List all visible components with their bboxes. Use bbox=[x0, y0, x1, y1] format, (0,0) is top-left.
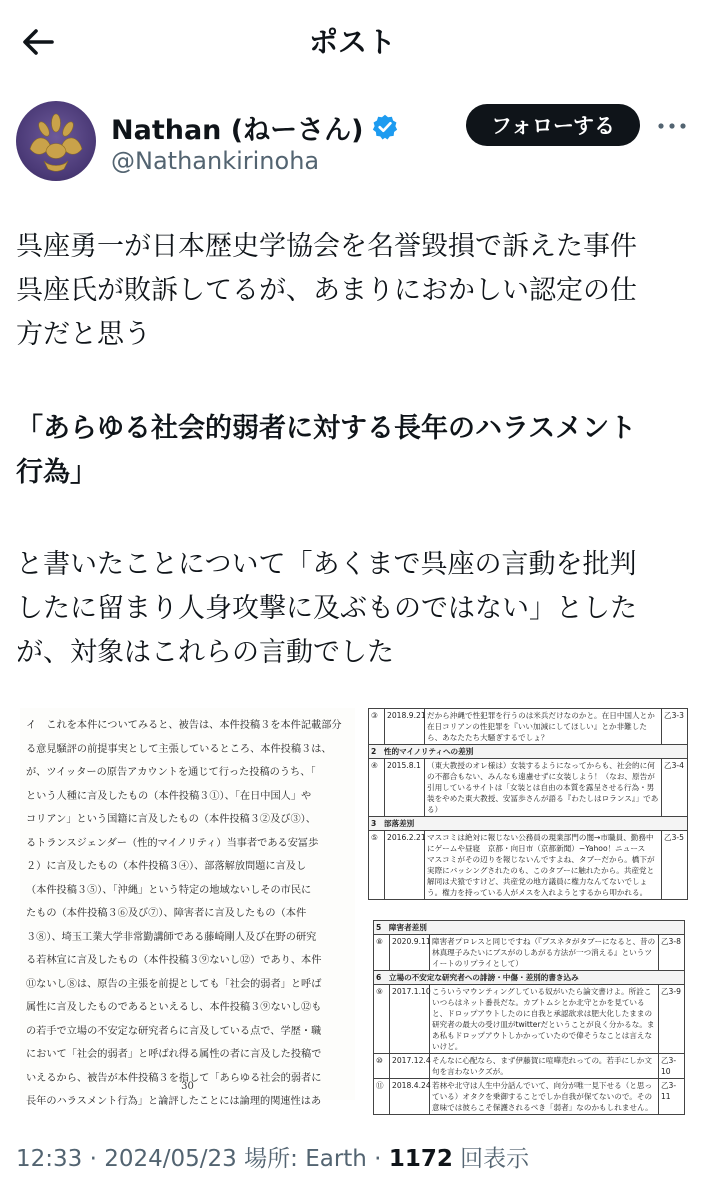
table-cell-text: こういうマウンティングしている奴がいたら論文書けよ。所詮こいつらはネット番長だな。カブトムシとか北守とかを見ていると、ドロップアウトしたのに自我と承認欲求は肥大化したままの研究者の最大の受け皿がtwitterだということが良く分かるな。まあ私もドロップアウトしかかっていたので偉そうなことは言えないけど。 bbox=[430, 985, 659, 1054]
table-cell-ref: 乙3-9 bbox=[658, 985, 684, 1054]
table-cell-ref: 乙3-5 bbox=[662, 831, 688, 900]
post-metadata bbox=[16, 1140, 529, 1173]
attached-image-table-top[interactable] bbox=[368, 708, 688, 906]
table-cell-no: ④ bbox=[369, 759, 385, 817]
table-row bbox=[374, 935, 685, 971]
table-cell-no: ⑩ bbox=[374, 1054, 390, 1079]
tweet-paragraph-1: 呉座勇一が日本歴史学協会を名誉毀損で訴えた事件 呉座氏が敗訴してるが、あまりにおかしい認定の仕 方だと思う bbox=[16, 231, 637, 350]
table-section-title: 6 立場の不安定な研究者への誹謗・中傷・差別的書き込み bbox=[374, 971, 685, 985]
table-cell-date: 2017.1.10 bbox=[390, 985, 430, 1054]
page-title: ポスト bbox=[308, 25, 396, 59]
table-cell-text: マスコミは絶対に報じない公務員の現業部門の闇→市職員、勤務中にゲームや昼寝 京都・向日市（京都新聞）−Yahoo！ニュース マスコミがその辺りを報じないんですよね、タブーだから。橋下が実際にバッシングされたのも、このタブーに触れたから。共産党と解同は犬猿ですけど、共産党の地方議員に権力なんてないでしょう。権力を持っている人がメスを入れようとするから叩かれる。 bbox=[425, 831, 662, 900]
table-section-row bbox=[369, 817, 688, 831]
table-cell-no: ⑪ bbox=[374, 1079, 390, 1115]
court-document-page-number: 30 bbox=[181, 1081, 194, 1092]
attached-image-court-document[interactable] bbox=[20, 708, 355, 1107]
evidence-table-top bbox=[368, 708, 688, 900]
table-cell-ref: 乙3-10 bbox=[658, 1054, 684, 1079]
table-section-title: 5 障害者差別 bbox=[374, 921, 685, 935]
post-date[interactable]: 2024/05/23 bbox=[104, 1146, 237, 1172]
evidence-table-bottom bbox=[373, 920, 685, 1115]
court-document-text: イ これを本件についてみると、被告は、本件投稿３を本件記載部分 る意見騒評の前提事実として主張しているところ、本件投稿３は、 が、ツイッターの原告アカウントを通じて行った投稿のうち、「 という人種に言及したもの（本件投稿３①）、「在日中国人」や コリアン」という国籍に言及したもの（本件投稿３②及び③）、 るトランスジェンダー（性的マイノリティ）当事者である安冨歩 ２）に言及したもの（本件投稿３④）、部落解放問題に言及し （本件投稿３⑤）、「沖縄」という特定の地域ないしその市民に たもの（本件投稿３⑥及び⑦）、障害者に言及したもの（本件 ３⑧）、埼玉工業大学非常勤講師である藤崎剛人及び在野の研究 る若林宣に言及したもの（本件投稿３⑨ないし⑫）であり、本件 ⑪ないし⑧は、原告の主張を前提としても「社会的弱者」と呼ば 属性に言及したものであるといえるし、本件投稿３⑨ないし⑫も の若手で立場の不安定な研究者らに言及している点で、学歴・職 において「社会的弱者」と呼ばれ得る属性の者に言及した投稿で いえるから、被告が本件投稿３を指して「あらゆる社会的弱者に 長年のハラスメント行為」と論評したことには論理的関連性はあ bbox=[26, 720, 342, 1107]
table-cell-no: ⑧ bbox=[374, 935, 390, 971]
table-cell-date: 2018.9.21 bbox=[385, 709, 425, 745]
table-section-title: 2 性的マイノリティへの差別 bbox=[369, 745, 688, 759]
location-prefix: 場所: bbox=[236, 1146, 306, 1172]
tweet-paragraph-3: と書いたことについて「あくまで呉座の言動を批判 したに留まり人身攻撃に及ぶものではない」とした が、対象はこれらの言動でした bbox=[16, 549, 637, 668]
view-count: 1172 bbox=[388, 1146, 453, 1172]
table-row bbox=[369, 759, 688, 817]
author-handle[interactable]: @Nathankirinoha bbox=[111, 147, 320, 175]
verified-badge-icon bbox=[371, 113, 399, 141]
table-cell-ref: 乙3-8 bbox=[658, 935, 684, 971]
post-time[interactable]: 12:33 bbox=[16, 1146, 83, 1172]
post-location: Earth bbox=[305, 1146, 367, 1172]
table-cell-date: 2017.12.4 bbox=[390, 1054, 430, 1079]
table-cell-no: ③ bbox=[369, 709, 385, 745]
table-cell-ref: 乙3-4 bbox=[662, 759, 688, 817]
tweet-paragraph-2-quote: 「あらゆる社会的弱者に対する長年のハラスメント 行為」 bbox=[16, 413, 637, 488]
table-section-title: 3 部落差別 bbox=[369, 817, 688, 831]
paulownia-crest-icon bbox=[16, 101, 96, 181]
table-cell-text: そんなに心配なら、まず伊藤賀に喧嘩売れっての。若手にしか文句を言わないクズが。 bbox=[430, 1054, 659, 1079]
attached-image-table-bottom[interactable] bbox=[373, 920, 685, 1112]
table-cell-no: ⑤ bbox=[369, 831, 385, 900]
table-cell-date: 2020.9.11 bbox=[390, 935, 430, 971]
more-options-icon[interactable] bbox=[655, 112, 689, 140]
table-section-row bbox=[374, 971, 685, 985]
top-bar bbox=[0, 0, 705, 80]
table-section-row bbox=[369, 745, 688, 759]
table-section-row bbox=[374, 921, 685, 935]
author-name-row bbox=[111, 110, 399, 144]
table-cell-no: ⑨ bbox=[374, 985, 390, 1054]
table-cell-ref: 乙3-3 bbox=[662, 709, 688, 745]
table-row bbox=[369, 831, 688, 900]
table-row bbox=[374, 985, 685, 1054]
table-row bbox=[374, 1054, 685, 1079]
author-display-name[interactable]: Nathan (ねーさん) bbox=[111, 114, 364, 146]
table-cell-text: 障害者プロレスと同じですね（『ブスネタがタブーになると、昔の林真理子みたいにブスがのしあがる方法が一つ消える』というツイートのリプライとして） bbox=[430, 935, 659, 971]
table-cell-date: 2018.4.24 bbox=[390, 1079, 430, 1115]
meta-separator: · bbox=[366, 1146, 389, 1172]
table-cell-text: だから沖縄で性犯罪を行うのは米兵だけなのかと。在日中国人とか在日コリアンの性犯罪を『いい加減にしてほしい』とか非難したら、あなたたち大騒ぎするでしょ？ bbox=[425, 709, 662, 745]
table-cell-date: 2015.8.1 bbox=[385, 759, 425, 817]
author-avatar[interactable] bbox=[16, 101, 96, 181]
table-row bbox=[369, 709, 688, 745]
meta-separator: · bbox=[82, 1146, 105, 1172]
table-cell-text: （東大教授のオレ様は）女装するようになってからも、社会的に何の不都合もない、みんなも遠慮せずに女装しよう！（なお、原告が引用しているサイトは「女装とは自由の本質を露呈させる行為・男装をやめた東大教授、安冨歩さんが語る『わたしはロランス』」である） bbox=[425, 759, 662, 817]
table-cell-text: 若林や北守は人生中分話んでいて、向分が唯一見下せる（と思っている）オタクを乗御することでしか自我が保てないので。その意味では彼らこそ保護されるべき「弱者」なのかもしれません。 bbox=[430, 1079, 659, 1115]
table-cell-ref: 乙3-11 bbox=[658, 1079, 684, 1115]
views-label: 回表示 bbox=[452, 1146, 530, 1172]
table-row bbox=[374, 1079, 685, 1115]
table-cell-date: 2016.2.21 bbox=[385, 831, 425, 900]
follow-button[interactable]: フォローする bbox=[466, 104, 640, 146]
